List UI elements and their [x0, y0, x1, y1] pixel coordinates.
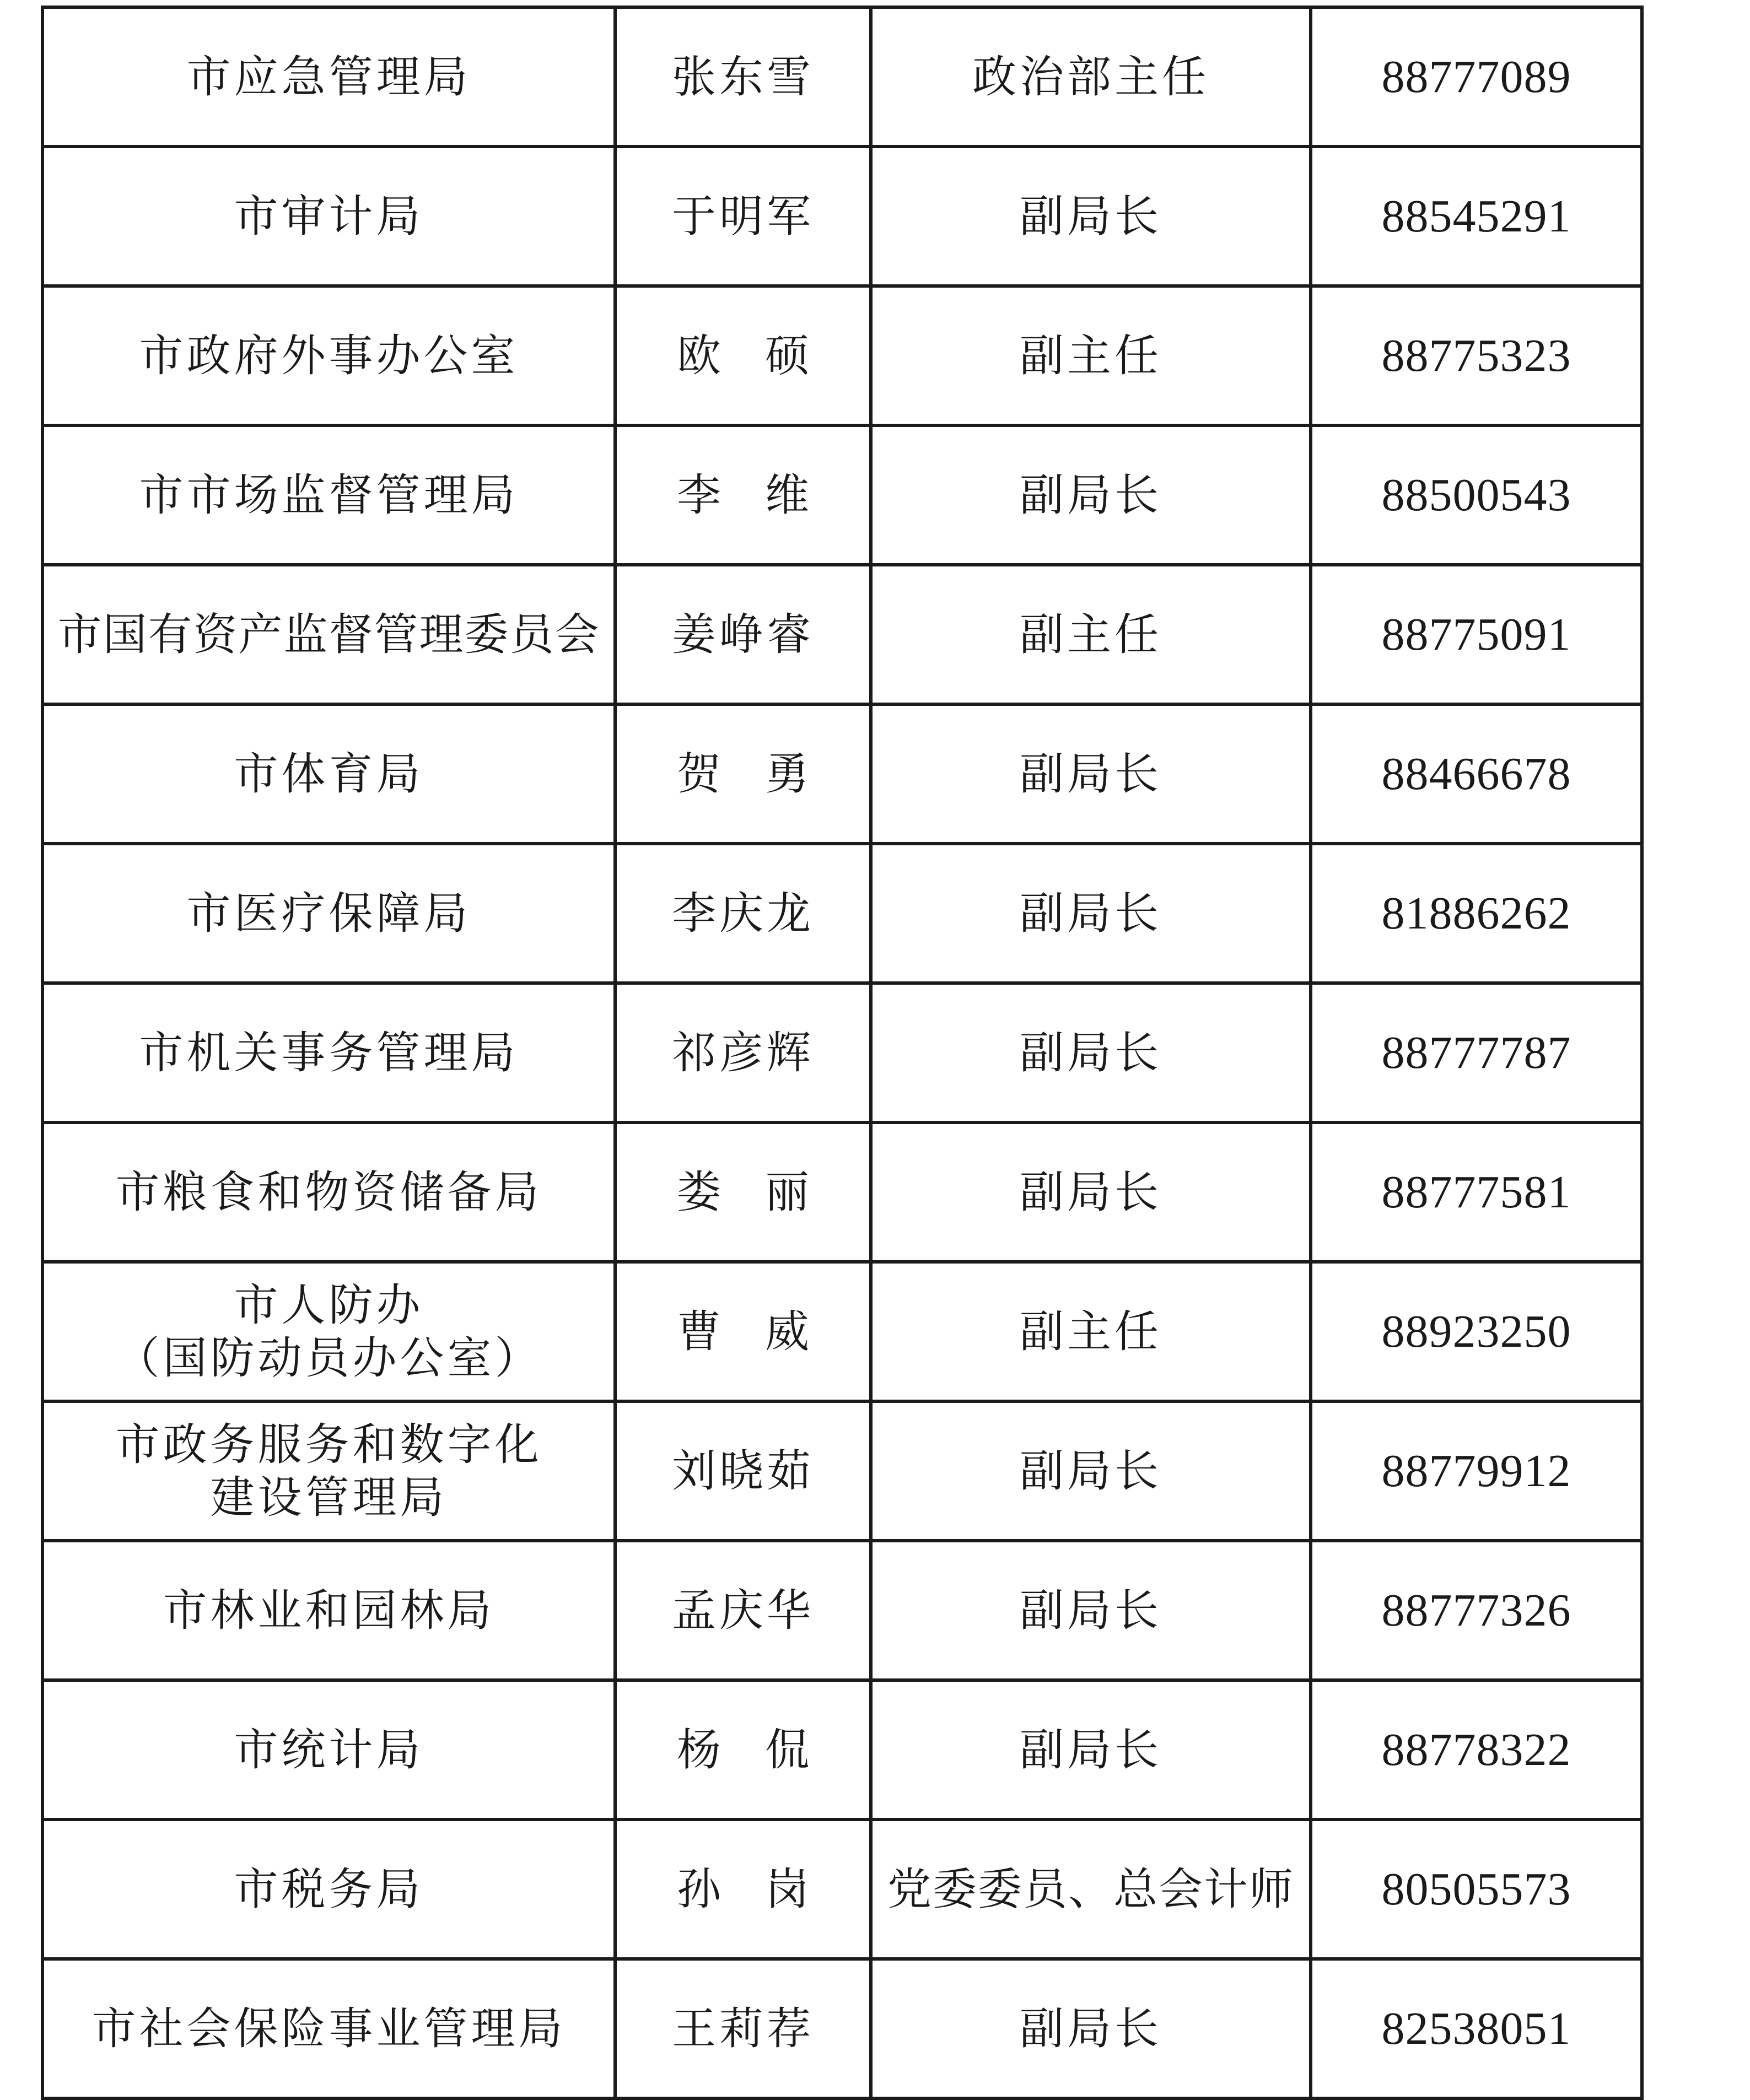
- phone-number-cell: 82538051: [1311, 1959, 1642, 2098]
- org-name-line: 市林业和园林局: [163, 1584, 495, 1636]
- org-cell: [42, 844, 615, 983]
- phone-number-cell: 88775323: [1311, 286, 1642, 425]
- person-name-text: 李 维: [677, 469, 809, 521]
- table-row: [42, 1262, 1642, 1401]
- job-title-cell: 副主任: [871, 286, 1311, 425]
- person-name-cell: 李庆龙: [615, 844, 871, 983]
- org-name-line: 市应急管理局: [186, 51, 471, 102]
- phone-number-cell: 88777787: [1311, 983, 1642, 1122]
- person-name-cell: [615, 1262, 871, 1401]
- table-row: [42, 147, 1642, 286]
- org-cell: [42, 565, 615, 704]
- job-title-cell: 党委委员、总会计师: [871, 1820, 1311, 1959]
- table-row: [42, 565, 1642, 704]
- person-name-cell: 刘晓茹: [615, 1401, 871, 1541]
- job-title-cell: 副局长: [871, 983, 1311, 1122]
- person-name-cell: [615, 1122, 871, 1262]
- person-name-cell: 于明军: [615, 147, 871, 286]
- org-cell: [42, 1262, 615, 1401]
- person-name-cell: [615, 286, 871, 425]
- org-cell: [42, 425, 615, 565]
- table-row: [42, 7, 1642, 147]
- table-row: [42, 1401, 1642, 1541]
- table-row: [42, 1820, 1642, 1959]
- phone-number-cell: 88545291: [1311, 147, 1642, 286]
- contact-table-body: [42, 7, 1642, 2098]
- table-row: [42, 286, 1642, 425]
- job-title-cell: 副局长: [871, 1122, 1311, 1262]
- job-title-cell: 副局长: [871, 844, 1311, 983]
- org-cell: [42, 983, 615, 1122]
- phone-number-cell: 88777581: [1311, 1122, 1642, 1262]
- person-name-text: 贺 勇: [677, 748, 809, 800]
- contact-table: [41, 6, 1644, 2100]
- table-row: [42, 1680, 1642, 1820]
- org-cell: [42, 1122, 615, 1262]
- job-title-cell: 副局长: [871, 1680, 1311, 1820]
- person-name-text: 杨 侃: [677, 1724, 809, 1775]
- phone-number-cell: 88779912: [1311, 1401, 1642, 1541]
- table-row: [42, 1122, 1642, 1262]
- person-name-cell: [615, 1680, 871, 1820]
- table-row: [42, 844, 1642, 983]
- org-name-line: 市政府外事办公室: [139, 330, 519, 381]
- phone-number-cell: 88777326: [1311, 1541, 1642, 1680]
- org-name-line: 建设管理局: [210, 1471, 448, 1523]
- org-name-line: 市税务局: [234, 1863, 424, 1915]
- person-name-cell: 祁彦辉: [615, 983, 871, 1122]
- job-title-cell: 副局长: [871, 704, 1311, 844]
- person-name-text: 娄 丽: [677, 1166, 809, 1218]
- table-row: [42, 704, 1642, 844]
- table-row: [42, 983, 1642, 1122]
- person-name-cell: 姜峥睿: [615, 565, 871, 704]
- phone-number-cell: 81886262: [1311, 844, 1642, 983]
- org-cell: [42, 286, 615, 425]
- table-row: [42, 1959, 1642, 2098]
- phone-number-cell: 80505573: [1311, 1820, 1642, 1959]
- org-name-line: 市社会保险事业管理局: [91, 2002, 566, 2054]
- person-name-cell: [615, 1820, 871, 1959]
- person-name-cell: 张东雪: [615, 7, 871, 147]
- org-name-line: 市审计局: [234, 190, 424, 242]
- phone-number-cell: 88466678: [1311, 704, 1642, 844]
- org-cell: [42, 1820, 615, 1959]
- job-title-cell: 副局长: [871, 1401, 1311, 1541]
- person-name-cell: 孟庆华: [615, 1541, 871, 1680]
- org-name-line: 市粮食和物资储备局: [115, 1166, 542, 1218]
- org-name-line: 市政务服务和数字化: [115, 1418, 542, 1470]
- table-row: [42, 425, 1642, 565]
- job-title-cell: 副局长: [871, 1959, 1311, 2098]
- org-cell: [42, 1680, 615, 1820]
- org-cell: [42, 1401, 615, 1541]
- org-name-line: （国防动员办公室）: [115, 1332, 542, 1384]
- org-name-line: 市人防办: [234, 1279, 424, 1331]
- person-name-text: 欧 硕: [677, 330, 809, 381]
- job-title-cell: 副局长: [871, 147, 1311, 286]
- org-name-line: 市市场监督管理局: [139, 469, 519, 521]
- job-title-cell: 副主任: [871, 1262, 1311, 1401]
- org-cell: [42, 1541, 615, 1680]
- person-name-cell: [615, 704, 871, 844]
- org-cell: [42, 7, 615, 147]
- job-title-cell: 副局长: [871, 1541, 1311, 1680]
- person-name-cell: 王莉荐: [615, 1959, 871, 2098]
- org-name-line: 市体育局: [234, 748, 424, 800]
- phone-number-cell: 88500543: [1311, 425, 1642, 565]
- table-row: [42, 1541, 1642, 1680]
- org-cell: [42, 147, 615, 286]
- job-title-cell: 副局长: [871, 425, 1311, 565]
- job-title-cell: 副主任: [871, 565, 1311, 704]
- org-name-line: 市国有资产监督管理委员会: [57, 608, 600, 660]
- job-title-cell: 政治部主任: [871, 7, 1311, 147]
- phone-number-cell: 88777089: [1311, 7, 1642, 147]
- org-name-line: 市统计局: [234, 1724, 424, 1775]
- person-name-text: 孙 岗: [677, 1863, 809, 1915]
- phone-number-cell: 88923250: [1311, 1262, 1642, 1401]
- phone-number-cell: 88778322: [1311, 1680, 1642, 1820]
- org-cell: [42, 1959, 615, 2098]
- org-name-line: 市机关事务管理局: [139, 1027, 519, 1078]
- phone-number-cell: 88775091: [1311, 565, 1642, 704]
- person-name-text: 曹 威: [677, 1305, 809, 1357]
- org-cell: [42, 704, 615, 844]
- person-name-cell: [615, 425, 871, 565]
- org-name-line: 市医疗保障局: [186, 887, 471, 939]
